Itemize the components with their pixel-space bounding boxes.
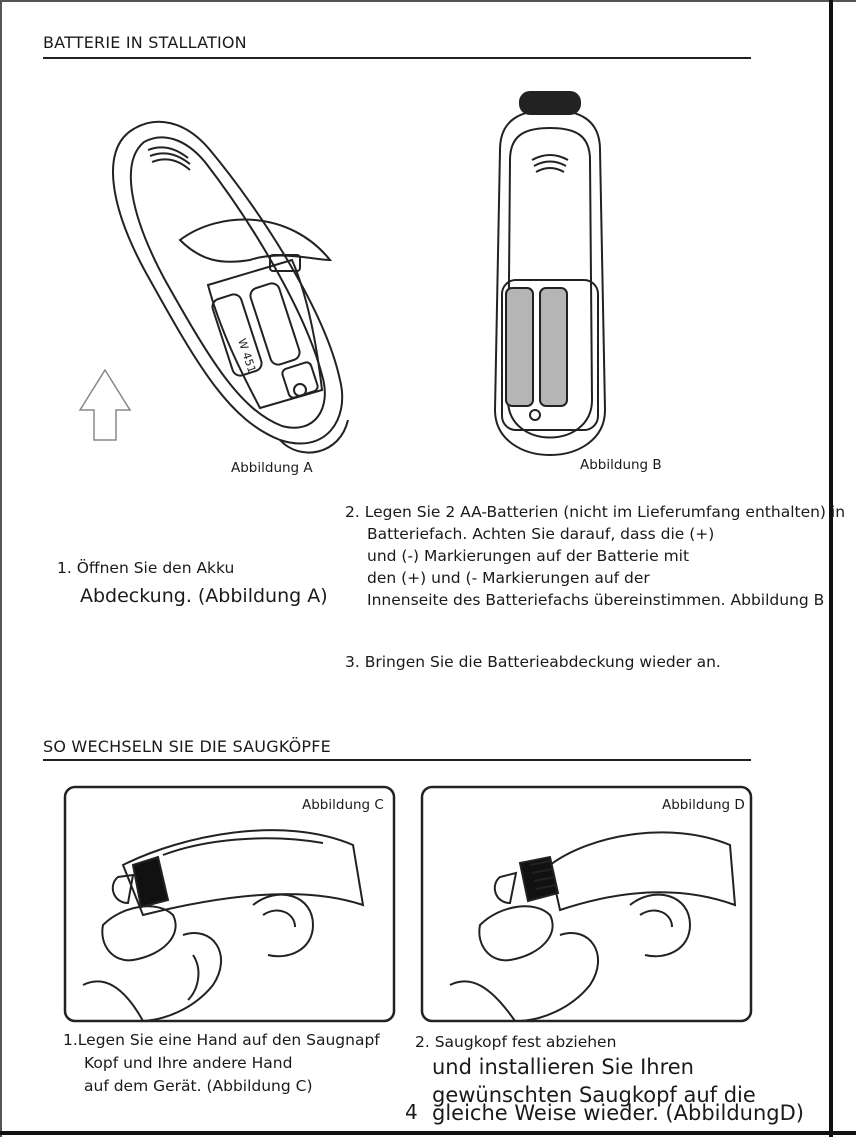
page-border-right	[829, 0, 833, 1137]
caption-figure-d: Abbildung D	[662, 797, 745, 813]
page-border-left	[0, 0, 2, 1137]
caption-figure-b: Abbildung B	[580, 457, 662, 473]
suction-step2-line1: 2. Saugkopf fest abziehen	[415, 1033, 617, 1051]
page-border-bottom	[0, 1131, 856, 1135]
battery-step2-line4: den (+) und (- Markierungen auf der	[367, 569, 650, 587]
figure-b-illustration	[480, 80, 620, 480]
suction-step2-line3: gewünschten Saugkopf auf die	[432, 1083, 756, 1107]
section-rule-suction-heads	[43, 759, 751, 761]
suction-step1-line3: auf dem Gerät. (Abbildung C)	[84, 1077, 313, 1095]
battery-step1-line2: Abdeckung. (Abbildung A)	[80, 585, 328, 607]
suction-step2-line4: gleiche Weise wieder. (AbbildungD)	[432, 1101, 804, 1125]
section-title-suction-heads: SO WECHSELN SIE DIE SAUGKÖPFE	[43, 737, 331, 756]
page-border-top	[0, 0, 856, 2]
suction-step1-line1: 1.Legen Sie eine Hand auf den Saugnapf	[63, 1031, 380, 1049]
figure-d-illustration	[420, 785, 753, 1023]
caption-figure-a: Abbildung A	[231, 460, 313, 476]
battery-step1-line1: 1. Öffnen Sie den Akku	[57, 559, 235, 577]
figure-a-illustration	[60, 90, 360, 470]
suction-step2-line2: und installieren Sie Ihren	[432, 1055, 694, 1079]
battery-step2-line5: Innenseite des Batteriefachs übereinstimmen. Abbildung B	[367, 591, 825, 609]
battery-step2-line3: und (-) Markierungen auf der Batterie mit	[367, 547, 690, 565]
suction-step1-line2: Kopf und Ihre andere Hand	[84, 1054, 293, 1072]
battery-step2-line1: 2. Legen Sie 2 AA-Batterien (nicht im Lieferumfang enthalten) in	[345, 503, 846, 521]
section-title-battery: BATTERIE IN STALLATION	[43, 33, 247, 52]
caption-figure-c: Abbildung C	[302, 797, 384, 813]
figure-a-battery-label: W 451	[235, 336, 259, 375]
section-rule-battery	[43, 57, 751, 59]
page-number: 4	[405, 1100, 418, 1124]
battery-step3: 3. Bringen Sie die Batterieabdeckung wieder an.	[345, 653, 721, 671]
battery-step2-line2: Batteriefach. Achten Sie darauf, dass die (+)	[367, 525, 715, 543]
figure-c-illustration	[63, 785, 396, 1023]
